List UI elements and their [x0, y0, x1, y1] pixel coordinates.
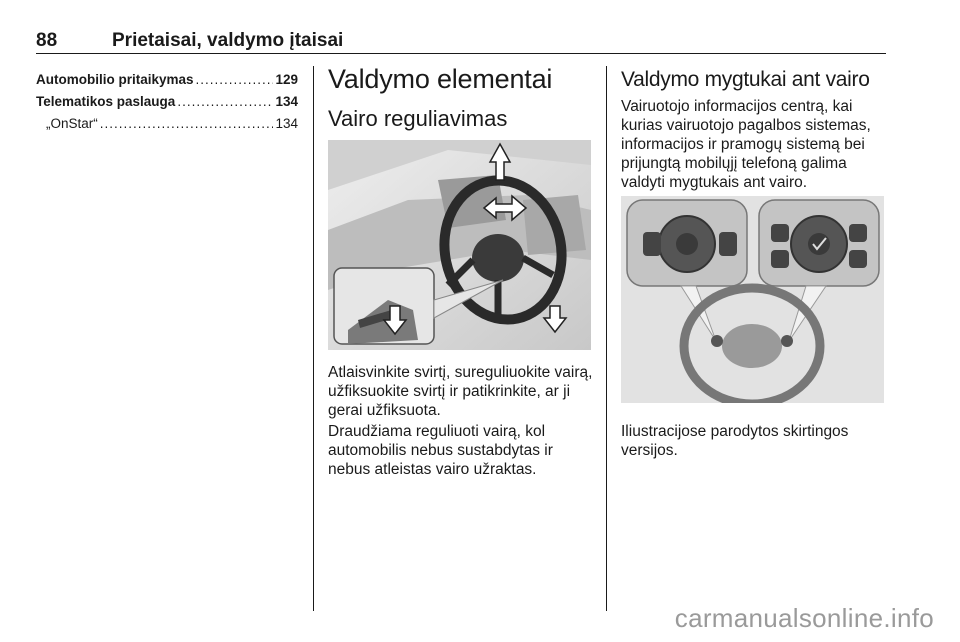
steering-buttons-illustration — [621, 196, 884, 403]
toc-leader — [177, 94, 273, 109]
toc-row[interactable] — [36, 72, 298, 94]
paragraph: Atlaisvinkite svirtį, sureguliuokite vairą, užfiksuokite svirtį ir patikrinkite, ar ji gerai užfiksuota. — [328, 364, 593, 419]
subsection-title: Vairo reguliavimas — [328, 106, 508, 131]
page-title: Prietaisai, valdymo įtaisai — [112, 30, 344, 51]
toc-page: 129 — [275, 72, 298, 87]
toc-row[interactable] — [36, 94, 298, 116]
toc-page: 134 — [275, 116, 298, 131]
watermark: carmanualsonline.info — [674, 603, 934, 633]
column-divider-left — [313, 66, 314, 611]
header-rule — [36, 53, 886, 54]
toc-label: Telematikos paslauga — [36, 94, 176, 109]
steering-adjust-svg — [328, 140, 591, 350]
steering-buttons-svg — [621, 196, 884, 403]
paragraph: Draudžiama reguliuoti vairą, kol automobilis nebus sustabdytas ir nebus atleistas vairo užraktas. — [328, 423, 553, 478]
toc-leader — [100, 116, 274, 131]
page-number: 88 — [36, 30, 58, 51]
toc-page: 134 — [275, 94, 298, 109]
paragraph: Iliustracijose parodytos skirtingos versijos. — [621, 423, 849, 459]
toc-leader — [196, 72, 274, 87]
paragraph: Vairuotojo informacijos centrą, kai kurias vairuotojo pagalbos sistemas, informacijos ir pramogų sistemą bei prijungtą mobilųjį telefoną galima valdyti mygtukais ant vairo. — [621, 98, 871, 191]
subsection-title: Valdymo mygtukai ant vairo — [621, 68, 870, 91]
steering-adjust-illustration — [328, 140, 591, 350]
toc — [36, 72, 298, 138]
toc-label: „OnStar“ — [46, 116, 98, 131]
section-title: Valdymo elementai — [328, 64, 553, 94]
toc-label: Automobilio pritaikymas — [36, 72, 194, 87]
toc-row[interactable] — [36, 116, 298, 138]
column-divider-right — [606, 66, 607, 611]
